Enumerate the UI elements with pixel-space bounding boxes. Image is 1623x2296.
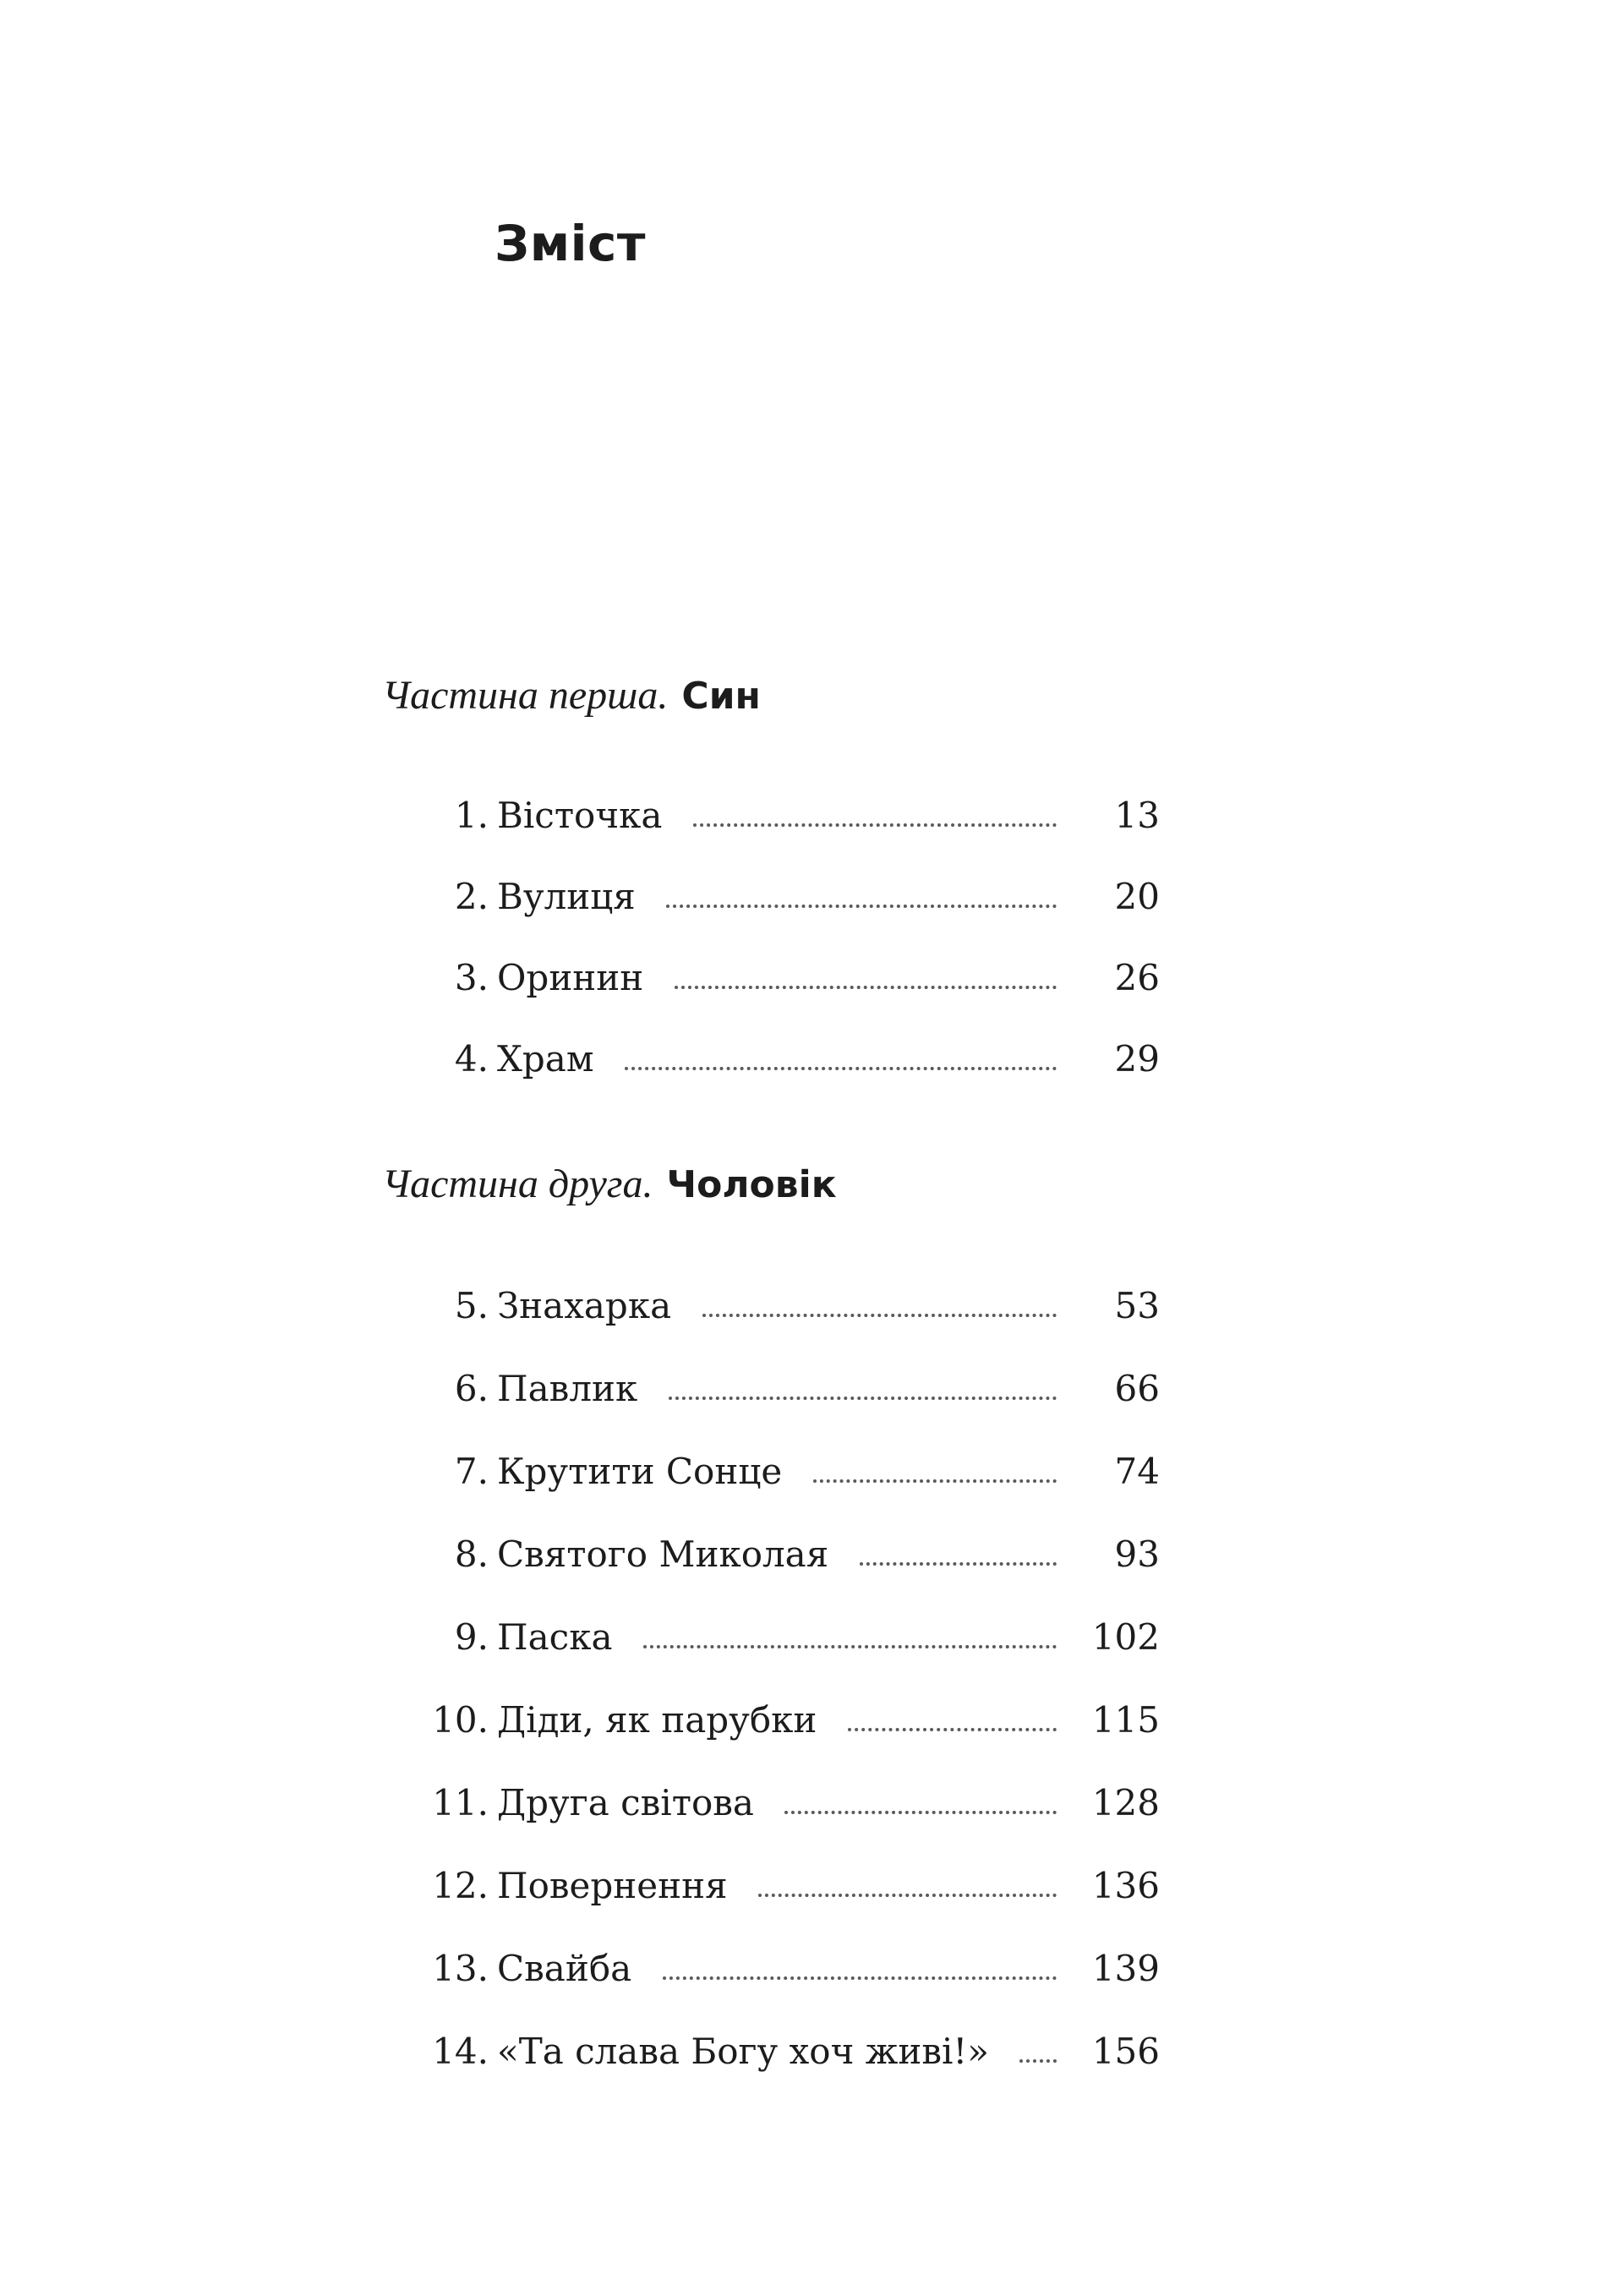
entry-page-number: 20 bbox=[1114, 876, 1160, 917]
entry-number: 8. bbox=[454, 1533, 489, 1575]
dot-leader bbox=[813, 1479, 1057, 1483]
toc-entry[interactable] bbox=[0, 2022, 1623, 2081]
entry-number: 1. bbox=[454, 795, 489, 836]
entry-number: 2. bbox=[454, 876, 489, 917]
part-label: Частина друга. bbox=[382, 1162, 653, 1206]
dot-leader bbox=[666, 905, 1057, 908]
entry-title: Оринин bbox=[497, 957, 644, 998]
entry-page-number: 115 bbox=[1091, 1699, 1160, 1741]
dot-leader bbox=[702, 1314, 1057, 1317]
entry-page-number: 93 bbox=[1114, 1533, 1160, 1575]
entry-number: 3. bbox=[454, 957, 489, 998]
dot-leader bbox=[625, 1067, 1057, 1070]
entry-number: 9. bbox=[454, 1616, 489, 1658]
entry-number: 11. bbox=[432, 1782, 489, 1823]
entry-title: Друга світова bbox=[497, 1782, 754, 1823]
entry-title: Вісточка bbox=[497, 795, 663, 836]
dot-leader bbox=[669, 1397, 1057, 1400]
toc-entry[interactable] bbox=[0, 1691, 1623, 1750]
entry-page-number: 26 bbox=[1114, 957, 1160, 998]
entry-title: «Та слава Богу хоч живі!» bbox=[497, 2031, 989, 2072]
entry-page-number: 139 bbox=[1091, 1948, 1160, 1989]
part-name: Син bbox=[681, 675, 761, 718]
entry-number: 4. bbox=[454, 1038, 489, 1080]
dot-leader bbox=[675, 986, 1057, 989]
dot-leader bbox=[1019, 2059, 1057, 2063]
entry-page-number: 128 bbox=[1091, 1782, 1160, 1823]
entry-title: Повернення bbox=[497, 1865, 728, 1906]
entry-page-number: 29 bbox=[1114, 1038, 1160, 1080]
entry-title: Свайба bbox=[497, 1948, 632, 1989]
entry-number: 14. bbox=[432, 2031, 489, 2072]
toc-entry[interactable] bbox=[0, 948, 1623, 1008]
toc-entry[interactable] bbox=[0, 1359, 1623, 1419]
entry-number: 6. bbox=[454, 1368, 489, 1409]
dot-leader bbox=[758, 1894, 1057, 1897]
toc-entry[interactable] bbox=[0, 786, 1623, 845]
part-name: Чоловік bbox=[666, 1163, 837, 1206]
entry-number: 10. bbox=[432, 1699, 489, 1741]
entry-title: Святого Миколая bbox=[497, 1533, 829, 1575]
entry-title: Паска bbox=[497, 1616, 613, 1658]
entry-page-number: 136 bbox=[1091, 1865, 1160, 1906]
entry-title: Павлик bbox=[497, 1368, 638, 1409]
dot-leader bbox=[860, 1562, 1057, 1566]
toc-entry[interactable] bbox=[0, 1276, 1623, 1336]
toc-entry[interactable] bbox=[0, 1030, 1623, 1089]
page-title: Зміст bbox=[495, 215, 646, 272]
part-label: Частина перша. bbox=[382, 673, 669, 718]
entry-title: Діди, як парубки bbox=[497, 1699, 817, 1741]
toc-entry[interactable] bbox=[0, 867, 1623, 927]
entry-page-number: 13 bbox=[1114, 795, 1160, 836]
entry-page-number: 74 bbox=[1114, 1451, 1160, 1492]
entry-title: Храм bbox=[497, 1038, 594, 1080]
entry-page-number: 66 bbox=[1114, 1368, 1160, 1409]
dot-leader bbox=[643, 1645, 1057, 1648]
entry-page-number: 102 bbox=[1091, 1616, 1160, 1658]
entry-page-number: 53 bbox=[1114, 1285, 1160, 1326]
toc-entry[interactable] bbox=[0, 1939, 1623, 1998]
entry-number: 7. bbox=[454, 1451, 489, 1492]
dot-leader bbox=[784, 1811, 1057, 1814]
dot-leader bbox=[848, 1728, 1057, 1731]
dot-leader bbox=[693, 823, 1057, 827]
toc-entry[interactable] bbox=[0, 1608, 1623, 1667]
entry-title: Вулиця bbox=[497, 876, 636, 917]
entry-title: Знахарка bbox=[497, 1285, 672, 1326]
entry-title: Крутити Сонце bbox=[497, 1451, 783, 1492]
entry-page-number: 156 bbox=[1091, 2031, 1160, 2072]
part-heading bbox=[382, 668, 761, 724]
toc-entry[interactable] bbox=[0, 1525, 1623, 1584]
entry-number: 13. bbox=[432, 1948, 489, 1989]
toc-entry[interactable] bbox=[0, 1774, 1623, 1833]
entry-number: 12. bbox=[432, 1865, 489, 1906]
entry-number: 5. bbox=[454, 1285, 489, 1326]
toc-entry[interactable] bbox=[0, 1442, 1623, 1501]
toc-entry[interactable] bbox=[0, 1856, 1623, 1916]
part-heading bbox=[382, 1156, 837, 1212]
dot-leader bbox=[663, 1976, 1057, 1980]
